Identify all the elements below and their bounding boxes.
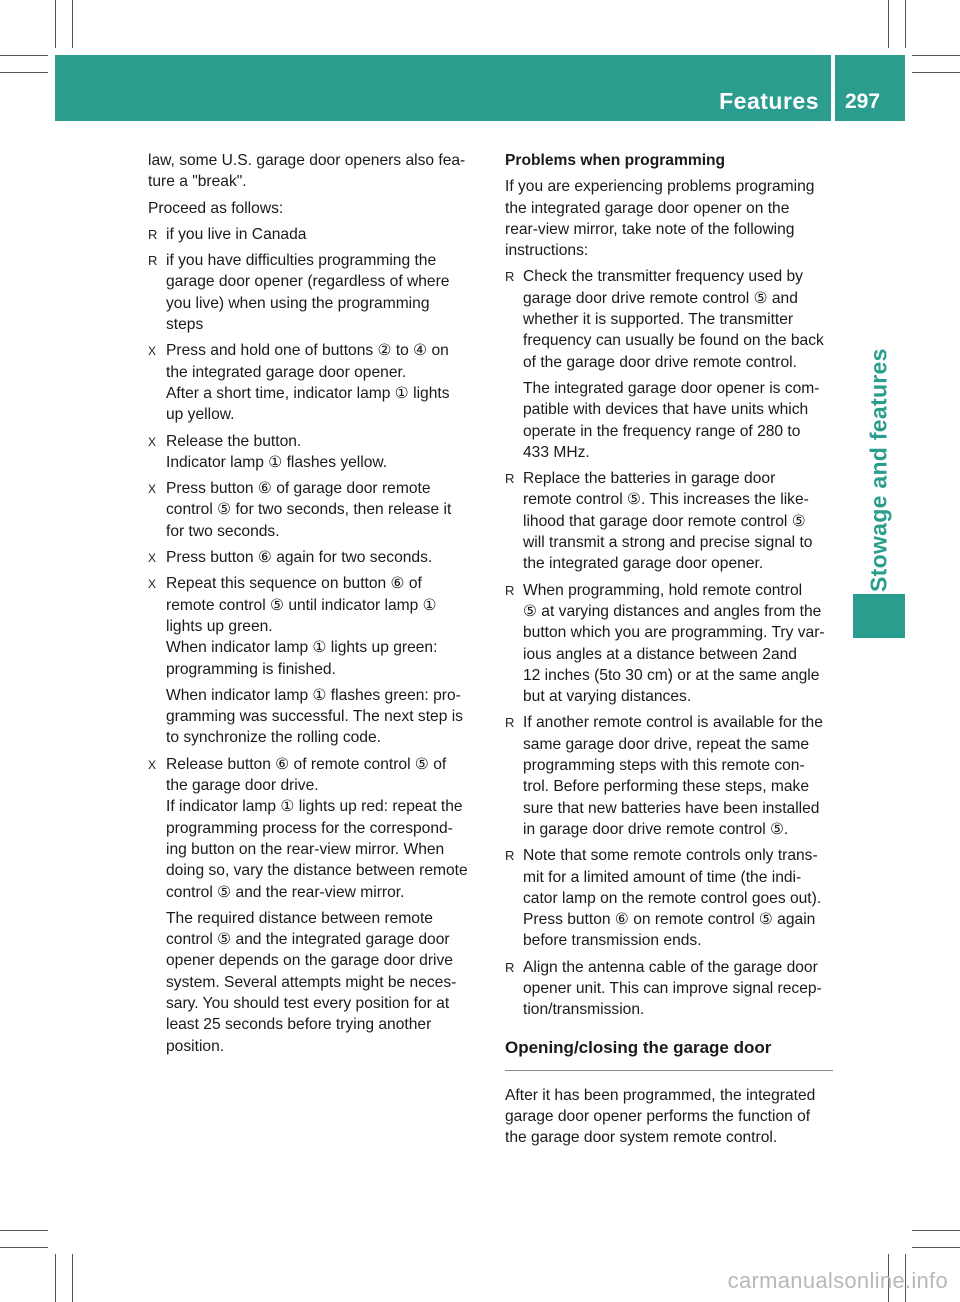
item-text: if you have difficulties programming the garage door opener (regardless of where you live) when using the programming steps (166, 252, 450, 334)
item-text: Repeat this sequence on button ⑥ of remote control ⑤ until indicator lamp ① lights up green. When indicator lamp ① lights up green: programming is finished. (166, 575, 438, 678)
bullet-marker: R (505, 959, 515, 975)
problems-intro: If you are experiencing problems programing the integrated garage door opener on the rear-view mirror, take note of the following instructions: (505, 178, 815, 260)
crop-mark (912, 55, 960, 56)
tip-item (505, 957, 833, 1021)
step-arrow-icon: X (148, 434, 157, 449)
item-text: if you live in Canada (166, 225, 307, 243)
tip-item (505, 266, 833, 463)
page-title: Features (719, 88, 819, 114)
item-text: Release button ⑥ of remote control ⑤ of the garage door drive. If indicator lamp ① lights up red: repeat the programming process for the correspond- ing button on the rear-view mirror. When doing so, vary the distance between remote control ⑤ and the rear-view mirror. (166, 755, 468, 901)
tip-item (505, 845, 833, 951)
header-band-left (55, 55, 831, 121)
page-number: 297 (845, 90, 881, 113)
section-heading: Opening/closing the garage door (505, 1037, 833, 1071)
crop-mark (72, 0, 73, 48)
item-text: Align the antenna cable of the garage door opener unit. This can improve signal recep- tion/transmission. (523, 958, 822, 1019)
bullet-item (148, 250, 480, 335)
crop-mark (888, 0, 889, 48)
step-item (148, 478, 480, 542)
item-text: When programming, hold remote control ⑤ at varying distances and angles from the button which you are programming. Try var- ious angles at a distance between 2and 12 inches (5to 30 cm) or at the same angle but at varying distances. (523, 581, 825, 706)
crop-mark (0, 55, 48, 56)
step-list (148, 340, 480, 1057)
crop-mark (0, 1230, 48, 1231)
bullet-marker: R (505, 715, 515, 731)
step-arrow-icon: X (148, 344, 157, 359)
bullet-marker: R (505, 471, 515, 487)
problems-heading: Problems when programming (505, 152, 726, 169)
item-text: Replace the batteries in garage door remote control ⑤. This increases the like- lihood that garage door remote control ⑤ will transmit a strong and precise signal to the integrated garage door opener. (523, 470, 813, 573)
chapter-marker-block (853, 594, 905, 638)
bullet-item (148, 224, 480, 245)
crop-mark (55, 1254, 56, 1302)
page-header (55, 55, 905, 121)
tip-item (505, 712, 833, 840)
crop-mark (912, 1247, 960, 1248)
crop-mark (0, 72, 48, 73)
right-column (505, 150, 833, 1154)
bullet-marker: R (505, 582, 515, 598)
item-continuation: The integrated garage door opener is com- patible with devices that have units which operate in the frequency range of 280 to 433 MHz. (523, 379, 820, 461)
step-arrow-icon: X (148, 757, 157, 772)
step-item (148, 573, 480, 748)
left-column (148, 150, 480, 1062)
crop-mark (912, 72, 960, 73)
bullet-marker: R (148, 253, 158, 269)
item-continuation: When indicator lamp ① flashes green: pro- gramming was successful. The next step is to synchronize the rolling code. (166, 686, 463, 747)
bullet-marker: R (505, 269, 515, 285)
item-text: Check the transmitter frequency used by garage door drive remote control ⑤ and whether it is supported. The transmitter frequency can usually be found on the back of the garage door drive remote control. (523, 268, 824, 371)
step-item (148, 431, 480, 474)
bullet-marker: R (148, 226, 158, 242)
item-text: Note that some remote controls only trans- mit for a limited amount of time (the indi- cator lamp on the remote control goes out). Press button ⑥ on remote control ⑤ again before transmission ends. (523, 847, 822, 950)
step-arrow-icon: X (148, 482, 157, 497)
item-text: Release the button. Indicator lamp ① flashes yellow. (166, 432, 388, 471)
step-arrow-icon: X (148, 551, 157, 566)
item-text: Press and hold one of buttons ② to ④ on the integrated garage door opener. After a short time, indicator lamp ① lights up yellow. (166, 342, 450, 424)
proceed-paragraph: Proceed as follows: (148, 199, 284, 217)
item-text: Press button ⑥ again for two seconds. (166, 549, 433, 567)
step-item (148, 340, 480, 425)
chapter-label: Stowage and features (865, 348, 892, 592)
section-paragraph: After it has been programmed, the integrated garage door opener performs the function of the garage door system remote control. (505, 1086, 816, 1147)
chapter-side-tab (853, 122, 905, 592)
intro-paragraph: law, some U.S. garage door openers also fea- ture a "break". (148, 152, 466, 191)
item-continuation: The required distance between remote control ⑤ and the integrated garage door opener depends on the garage door drive system. Several attempts might be neces- sary. You should test every position for at least 25 seconds before trying another position. (166, 909, 457, 1055)
crop-mark (912, 1230, 960, 1231)
step-item (148, 754, 480, 1057)
tips-list (505, 266, 833, 1020)
item-text: If another remote control is available for the same garage door drive, repeat the same programming steps with this remote con- trol. Before performing these steps, make sure that new batteries have been installed in garage door drive remote control ⑤. (523, 714, 823, 838)
tip-item (505, 580, 833, 708)
bullet-list (148, 224, 480, 335)
crop-mark (55, 0, 56, 48)
step-item (148, 547, 480, 568)
bullet-marker: R (505, 848, 515, 864)
tip-item (505, 468, 833, 574)
watermark: carmanualsonline.info (727, 1268, 948, 1293)
crop-mark (0, 1247, 48, 1248)
crop-mark (905, 0, 906, 48)
crop-mark (72, 1254, 73, 1302)
item-text: Press button ⑥ of garage door remote control ⑤ for two seconds, then release it for two seconds. (166, 480, 452, 540)
step-arrow-icon: X (148, 577, 157, 592)
